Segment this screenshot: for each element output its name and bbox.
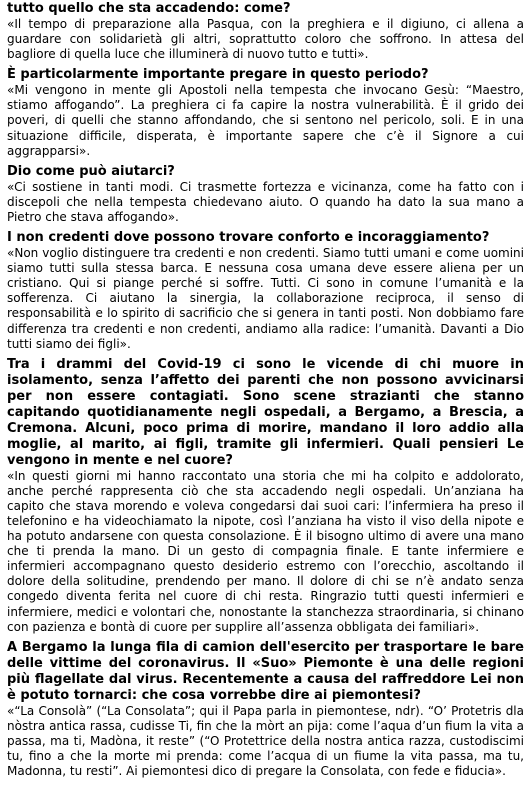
interview-question: tutto quello che sta accadendo: come? [7,1,291,16]
interview-question: I non credenti dove possono trovare conforto e incoraggiamento? [7,230,490,246]
interview-answer: «In questi giorni mi hanno raccontato una storia che mi ha colpito e addolorato, anche perché rappresenta ciò che sta accadendo negli ospedali. Un’anziana ha capito che stava morendo e voleva congedarsi dai suoi cari: l’infermiera ha preso il telefonino e ha videochiamato la nipote, così l’anziana ha visto il viso della nipote e ha potuto andarsene con questa consolazione. È il bisogno ultimo di avere una mano che ti prenda la mano. Di un gesto di compagnia finale. E tante infermiere e infermieri accompagnano questo desiderio estremo con l’orecchio, ascoltando il dolore della solitudine, prendendo per mano. Il dolore di chi se n’è andato senza congedo diventa ferita nel cuore di chi resta. Ringrazio tutti questi infermieri e infermiere, medici e volontari che, nonostante la stanchezza straordinaria, si chinano con pazienza e bontà di cuore per supplire all’assenza obbligata dei familiari». [7,468,524,634]
qa-block [7,67,524,158]
interview-question: A Bergamo la lunga fila di camion dell'esercito per trasportare le bare delle vittime del coronavirus. Il «Suo» Piemonte è una delle regioni più flagellate dal virus. Recentemente a causa del raffreddore Lei non è potuto tornarci: che cosa vorrebbe dire ai piemontesi? [7,639,524,703]
interview-answer: «Ci sostiene in tanti modi. Ci trasmette fortezza e vicinanza, come ha fatto con i discepoli che nella tempesta chiedevano aiuto. O quando ha dato la sua mano a Pietro che stava affogando». [7,179,524,224]
interview-question: Tra i drammi del Covid-19 ci sono le vicende di chi muore in isolamento, senza l’affetto dei parenti che non possono avvicinarsi per non essere contagiati. Sono scene strazianti che stanno capitando quotidianamente negli ospedali, a Bergamo, a Brescia, a Cremona. Alcuni, poco prima di morire, mandano il loro addio alla moglie, al marito, ai figli, tramite gli infermieri. Quali pensieri Le vengono in mente e nel cuore? [7,356,524,468]
interview-question: È particolarmente importante pregare in questo periodo? [7,67,429,83]
interview-question: Dio come può aiutarci? [7,163,175,179]
qa-block [7,164,524,225]
qa-block [7,1,524,62]
interview-answer: «Il tempo di preparazione alla Pasqua, con la preghiera e il digiuno, ci allena a guardare con solidarietà gli altri, soprattutto coloro che soffrono. In attesa del bagliore di quella luce che illuminerà di nuovo tutto e tutti». [7,17,524,62]
qa-block [7,230,524,352]
qa-block [7,357,524,635]
interview-answer: «“La Consolà” (“La Consolata”; qui il Papa parla in piemontese, ndr). “O’ Protetris dla nòstra antica rassa, cudisse Ti, fin che la mòrt an pija: come l’aqua d’un fium la vita a passa, ma ti, Madòna, it reste” (“O Protettrice della nostra antica razza, custodiscimi tu, fino a che la morte mi prenda: come l’acqua di un fiume la vita passa, ma tu, Madonna, tu resti”. Ai piemontesi dico di pregare la Consolata, con fede e fiducia». [7,703,524,779]
interview-answer: «Mi vengono in mente gli Apostoli nella tempesta che invocano Gesù: “Maestro, stiamo affogando”. La preghiera ci fa capire la nostra vulnerabilità. È il grido dei poveri, di quelli che stanno affondando, che si sentono nel pericolo, soli. E in una situazione difficile, disperata, è importante sapere che c’è il Signore a cui aggrapparsi». [7,83,524,158]
interview-answer: «Non voglio distinguere tra credenti e non credenti. Siamo tutti umani e come uomini siamo tutti sulla stessa barca. E nessuna cosa umana deve essere aliena per un cristiano. Qui si piange perché si soffre. Tutti. Ci sono in comune l’umanità e la sofferenza. Ci aiutano la sinergia, la collaborazione reciproca, il senso di responsabilità e lo spirito di sacrificio che si genera in tanti posti. Non dobbiamo fare differenza tra credenti e non credenti, andiamo alla radice: l’umanità. Davanti a Dio tutti siamo dei figli». [7,246,524,351]
qa-block [7,640,524,779]
